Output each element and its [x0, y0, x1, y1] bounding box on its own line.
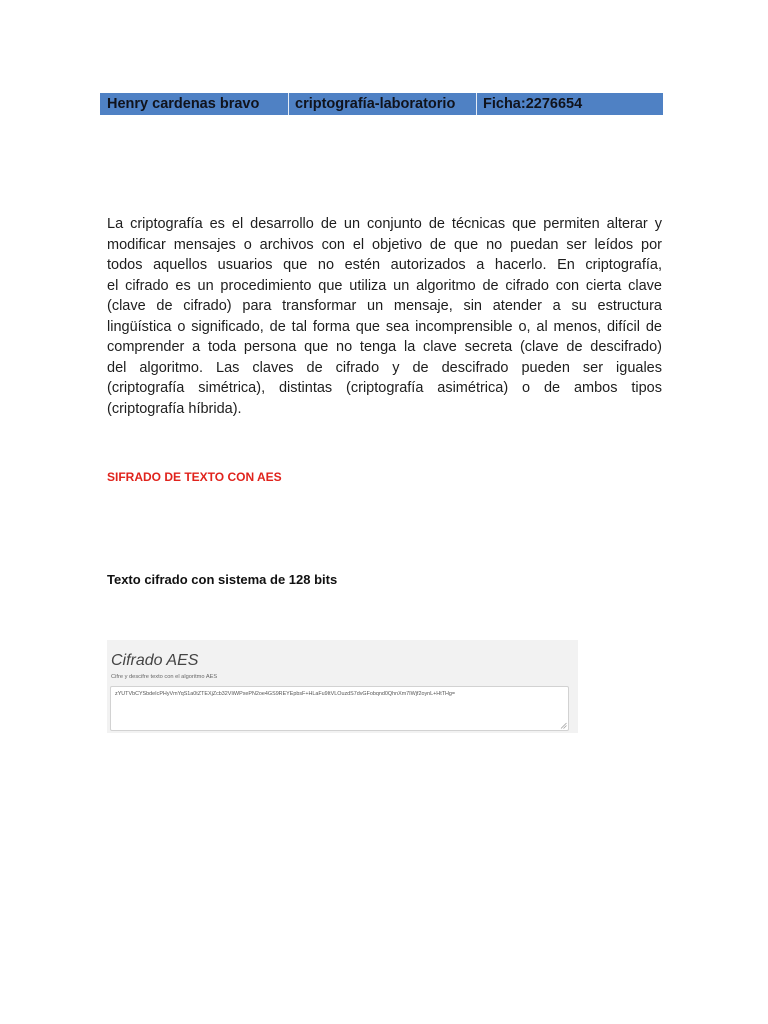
- header-cell-author: Henry cardenas bravo: [107, 96, 260, 112]
- paragraph-line: lingüística o significado, de tal forma que sea incomprensible o, al menos, difícil de: [107, 318, 662, 335]
- resize-grip-icon: [560, 722, 567, 729]
- header-table: [100, 93, 663, 115]
- ciphertext-textarea: [110, 686, 569, 731]
- paragraph-line: La criptografía es el desarrollo de un conjunto de técnicas que permiten alterar y: [107, 216, 662, 232]
- header-cell-ficha: Ficha:2276654: [476, 93, 663, 115]
- paragraph-line: modificar mensajes o archivos con el objetivo de que no puedan ser leídos por: [107, 236, 662, 253]
- intro-paragraph: [107, 214, 662, 419]
- paragraph-line: (criptografía simétrica), distintas (criptografía asimétrica) o de ambos tipos: [107, 380, 662, 396]
- aes-widget-subtitle: Cifre y descifre texto con el algoritmo AES: [111, 674, 218, 680]
- subheading: Texto cifrado con sistema de 128 bits: [107, 572, 338, 587]
- header-cell-subject: criptografía-laboratorio: [288, 93, 476, 115]
- aes-widget-screenshot: [107, 640, 578, 733]
- section-title: SIFRADO DE TEXTO CON AES: [107, 470, 282, 484]
- ciphertext-value: zYUTVbCYSbdeIcPHyVmYqS1a0tZTEXjZcb32VIiWPxePN2oe4GS9REYEpbsF+HLaFu9ItVLOuzdS7dvGFobqnd0QhnXm7IWjf2oynL+HtTHg=: [115, 691, 456, 697]
- aes-widget-title: Cifrado AES: [111, 652, 199, 669]
- paragraph-line: todos aquellos usuarios que no estén autorizados a hacerlo. En criptografía,: [107, 257, 662, 273]
- paragraph-line: (clave de cifrado) para transformar un mensaje, sin atender a su estructura: [107, 298, 662, 314]
- paragraph-line: el cifrado es un procedimiento que utiliza un algoritmo de cifrado con cierta clave: [107, 277, 662, 294]
- paragraph-line: del algoritmo. Las claves de cifrado y de descifrado pueden ser iguales: [107, 359, 662, 376]
- paragraph-line: (criptografía híbrida).: [107, 400, 242, 417]
- paragraph-line: comprender a toda persona que no tenga la clave secreta (clave de descifrado): [107, 339, 662, 355]
